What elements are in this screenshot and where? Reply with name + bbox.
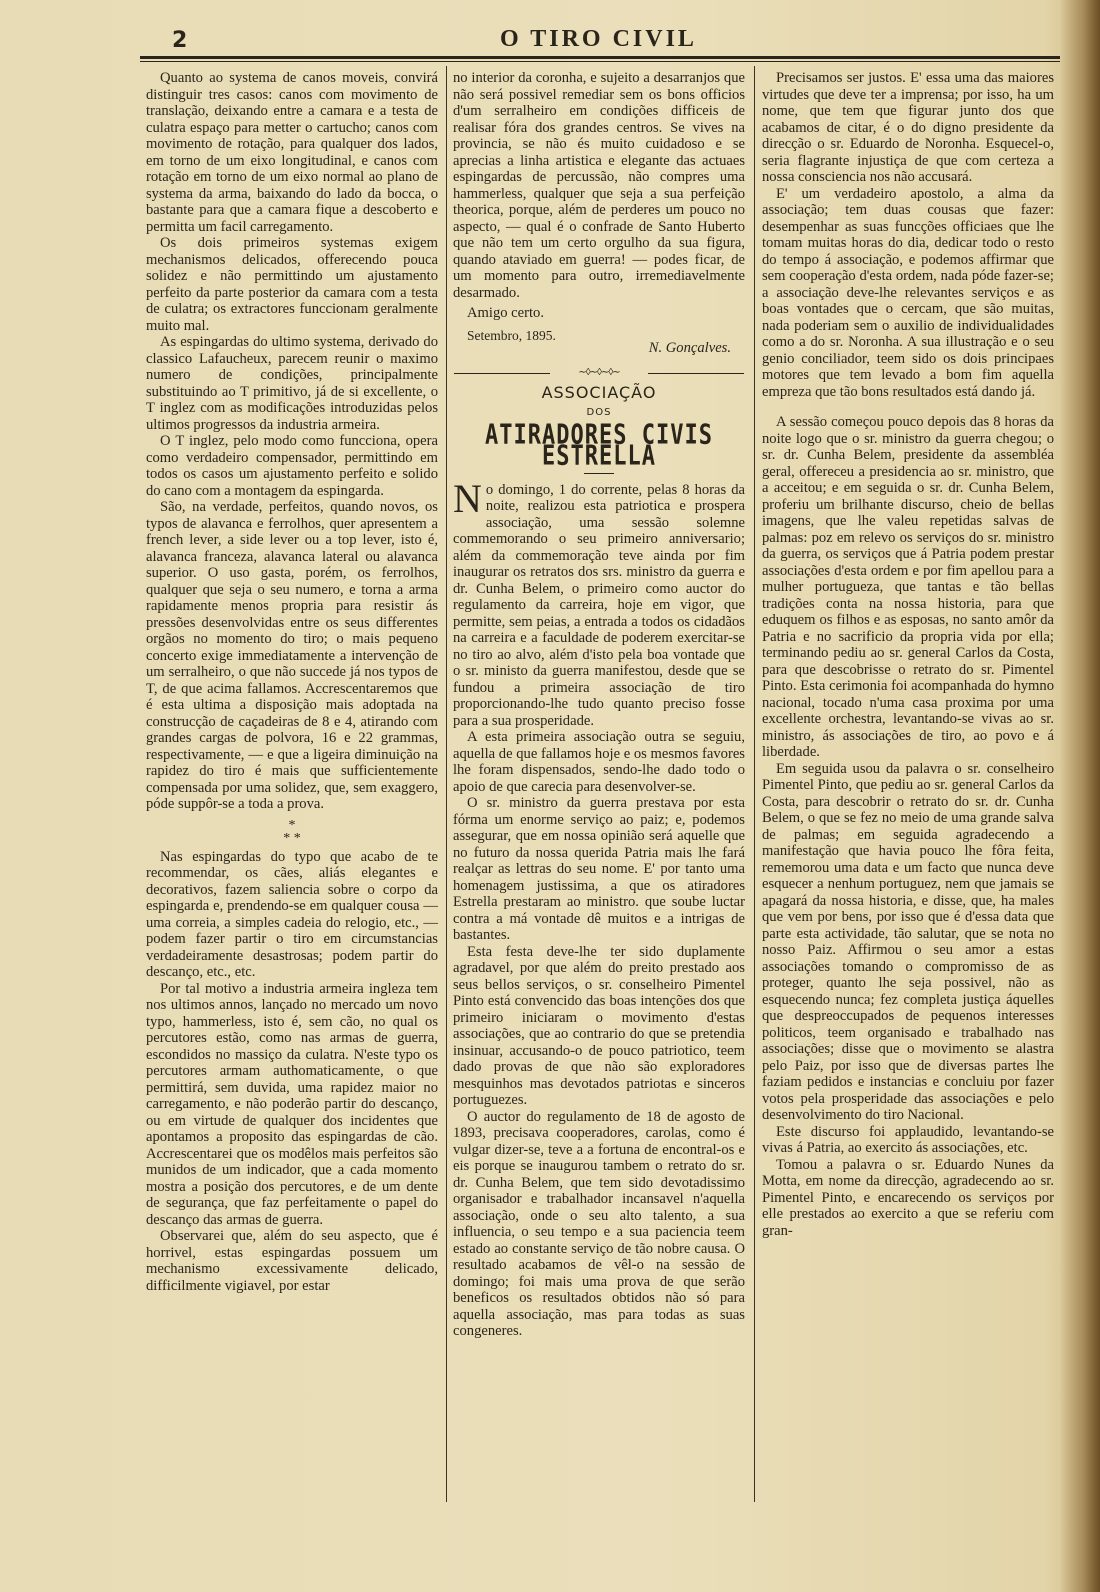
column-2 (453, 70, 745, 1340)
page-header (140, 24, 1060, 54)
paragraph: no interior da coronha, e sujeito a desarranjos que não será possivel remediar sem os bons officios d'um serralheiro em condições difficeis de realisar fóra dos grandes centros. Se vives na provincia, se não és muito cuidadoso e se aprecias a linha artistica e elegante das actuaes espingardas de percussão, não compres uma hammerless, qualquer que seja a sua perfeição theorica, porque, além de perderes um pouco no aspecto, — qual é o confrade de Santo Huberto que não tem um certo orgulho da sua figura, quando ataviado em guerra! — podes ficar, de um momento para outro, irremediavelmente desarmado. (453, 70, 745, 301)
column-3 (762, 70, 1054, 1239)
paragraph: Quanto ao systema de canos moveis, convirá distinguir tres casos: canos com movimento de translação, deixando entre a camara e a testa de culatra espaço para metter o cartucho; canos com movimento de rotação, para qualquer dos lados, em torno de um eixo longitudinal, e canos com rotação em torno de um eixo normal ao plano de systema da arma, baixando do lado da bocca, o bastante para que a camara fique a descoberto e permitta um facil carregamento. (146, 70, 438, 235)
paragraph: Observarei que, além do seu aspecto, que é horrivel, estas espingardas possuem um mechanismo excessivamente delicado, difficilmente vigiavel, por estar (146, 1228, 438, 1294)
letter-date: Setembro, 1895. (467, 327, 556, 343)
column-divider-1 (446, 66, 447, 1502)
paragraph: Esta festa deve-lhe ter sido duplamente agradavel, por que além do preito prestado aos seus bellos serviços, o sr. conselheiro Pimentel Pinto está convencido das boas intenções dos que primeiro iniciaram o movimento d'estas associações, que ao contrario do que se pretendia insinuar, accusando-o de pouco patriotico, teem dado provas de que não são exploradores mesquinhos mas devotados patriotas e sinceros portuguezes. (453, 943, 745, 1108)
article-heading-mid: DOS (586, 407, 612, 418)
paragraph: A sessão começou pouco depois das 8 horas da noite logo que o sr. ministro da guerra chegou; o sr. dr. Cunha Belem, presidente da assembléa geral, offereceu a presidencia ao sr. ministro, que a acceitou; e em seguida o sr. dr. Cunha Belem, proferiu um brilhante discurso, cheio de bellas imagens, que lhe valeu repetidas salvas de palmas: poz em relevo os serviços do sr. ministro da guerra, os serviços que á Patria podem prestar associações d'esta ordem e por fim apellou para a mulher portugueza, que tantas e tão bellas tradições conta na nossa historia, para que eduquem os filhos e as esposas, no santo amôr da Patria e no sacrificio da propria vida por ella; terminando pediu ao sr. general Carlos da Costa, para que descobrisse o retrato do sr. Pimentel Pinto. Esta cerimonia foi acompanhada do hymno nacional, tocado n'uma casa proxima por uma excellente orchestra, levantando-se vivas ao sr. ministro, ás associações de tiro, ao povo e á liberdade. (762, 414, 1054, 760)
header-rule-thick (140, 56, 1060, 59)
first-paragraph: No domingo, 1 do corrente, pelas 8 horas da noite, realizou esta patriotica e prospera associação, uma sessão solemne commemorando o seu primeiro anniversario; além da commemoração teve ainda por fim inaugurar os retratos dos srs. ministro da guerra e dr. Cunha Belem, o primeiro como auctor do regulamento da carreira, hoje em vigor, que permitte, sem peias, a entrada a todos os cidadãos na carreira e a faculdade de poderem exercitar-se no tiro ao alvo, além d'isto pela boa vontade que o sr. ministo da guerra manifestou, desde que se fundou a primeira associação de tiro proporcionando-lhe tudo quanto preciso fosse para a sua prosperidade. (453, 475, 745, 729)
section-asterism: * * * (283, 817, 301, 846)
paragraph: O sr. ministro da guerra prestava por esta fórma um enorme serviço ao paiz; e, podemos assegurar, que em nossa opinião será aquelle que no futuro da nossa querida Patria mais lhe fará realçar as lettras do seu nome. E' por tanto uma homenagem justissima, a que os atiradores Estrella prestaram ao ministro. que soube luctar contra a má vontade dê muitos e a intrigas de bastantes. (453, 795, 745, 943)
paragraph: Nas espingardas do typo que acabo de te recommendar, os cães, aliás elegantes e decorativos, fazem saliencia sobre o corpo da espingarda e, prendendo-se em qualquer cousa — uma correia, a simples cadeia do relogio, etc., — podem fazer partir o tiro em circumstancias verdadeiramente desastrosas; podem partir do descanço, etc., etc. (146, 848, 438, 980)
paragraph: Os dois primeiros systemas exigem mechanismos delicados, offerecendo pouca solidez e não permittindo um ajustamento perfeito da parte posterior da camara com a testa de culatra; os extractores funccionam geralmente muito mal. (146, 235, 438, 334)
column-divider-2 (754, 66, 755, 1502)
paragraph: Tomou a palavra o sr. Eduardo Nunes da Motta, em nome da direcção, agradecendo ao sr. Pimentel Pinto, e encarecendo os serviços por elle prestados ao exercito a que se referiu com gran- (762, 1156, 1054, 1239)
paragraph: As espingardas do ultimo systema, derivado do classico Lafaucheux, parecem reunir o maximo numero de condições, principalmente substituindo ao T primitivo, já de si excellente, o T inglez com as modificações introduzidas pelos ultimos progressos da industria armeira. (146, 334, 438, 433)
header-rule-thin (140, 61, 1060, 62)
article-heading-top: ASSOCIAÇÃO (541, 382, 657, 402)
page-number: 2 (172, 28, 188, 53)
column-1 (146, 70, 438, 1294)
article-title: ATIRADORES CIVIS ESTRELLA (485, 419, 713, 471)
ornamental-divider: ∼◊∼◊∼◊∼ (454, 367, 744, 379)
paragraph: A esta primeira associação outra se seguiu, aquella de que fallamos hoje e os mesmos favores lhe foram dispensados, sendo-lhe dado todo o apoio de que carecia para desenvolver-se. (453, 729, 745, 795)
signature: N. Gonçalves. (648, 340, 731, 356)
closing: Amigo certo. (467, 305, 545, 321)
binding-shadow (1060, 0, 1100, 1592)
paragraph: Este discurso foi applaudido, levantando-se vivas á Patria, ao exercito ás associações, etc. (762, 1123, 1054, 1156)
paragraph: Por tal motivo a industria armeira ingleza tem nos ultimos annos, lançado no mercado um novo typo, hammerless, isto é, sem cão, no qual os percutores estão, como nas armas de guerra, escondidos no massiço da culatra. N'este typo os percutores armam authomaticamente, o que permittirá, sem duvida, uma rapidez maior no carregamento, e não poderão partir do descanço, ou em virtude de qualquer dos incidentes que apontamos a proposito das espingardas de cão. Accrescentarei que os modêlos mais perfeitos são munidos de um indicador, que a cada momento mostra a posição dos percutores, e de um dente de segurança, que faz perfeitamente o papel do descanço das armas de guerra. (146, 980, 438, 1228)
title-rule (584, 473, 614, 474)
paragraph: E' um verdadeiro apostolo, a alma da associação; tem duas cousas que fazer: desempenhar as suas funcções officiaes que lhe tomam muitas horas do dia, dedicar todo o resto do tempo á associação, e podemos affirmar que sem cooperação d'esta ordem, nada póde fazer-se; a associação deve-lhe relevantes serviços e as boas vontades que o cercam, que são muitas, nada poderiam sem o auxilio de individualidades como a do sr. Noronha. A sua illustração e o seu genio conciliador, teem sido os dois principaes motores que tem levado a bom fim aquella empreza que tão bons resultados está dando já. (762, 185, 1054, 400)
drop-cap: N (453, 475, 482, 521)
running-title: O TIRO CIVIL (500, 26, 697, 52)
paragraph: O T inglez, pelo modo como funcciona, opera como verdadeiro compensador, permittindo em todos os casos um ajustamento perfeito e solido do cano com a montagem da espingarda. (146, 433, 438, 499)
paragraph: Precisamos ser justos. E' essa uma das maiores virtudes que deve ter a imprensa; por isso, ha um nome, que tem que figurar junto dos que acabamos de citar, é o do digno presidente da direcção o sr. Eduardo de Noronha. Esquecel-o, seria flagrante injustiça de que com certeza a nossa consciencia nos não accusará. (762, 70, 1054, 185)
paragraph: São, na verdade, perfeitos, quando novos, os typos de alavanca e ferrolhos, quer apresentem a french lever, a side lever ou a top lever, isto é, alavanca franceza, alavanca lateral ou alavanca superior. O uso gasta, porém, os ferrolhos, qualquer que seja o seu numero, e torna a arma rapidamente menos propria para resistir ás pressões desenvolvidas entre os seus differentes orgãos no momento do tiro; o mais pequeno concerto exige immediatamente a intervenção de um serralheiro, o que não succede já nos typos de T, de que acima fallamos. Accrescentaremos que é esta ultima a disposição mais adoptada na construcção de caçadeiras de 8 e 4, atirando com grandes cargas de polvora, 16 e 22 grammas, respectivamente, — e que a ligeira diminuição na rapidez do tiro é mais que sufficientemente compensada por uma solidez, que, sem exaggero, póde suppôr-se a toda a prova. (146, 499, 438, 812)
paragraph: Em seguida usou da palavra o sr. conselheiro Pimentel Pinto, que pediu ao sr. general Carlos da Costa, para descobrir o retrato do sr. dr. Cunha Belem, o que se fez no meio de uma grande salva de palmas; em seguida agradecendo a manifestação que havia pouco lhe fôra feita, rememorou uma data e um facto que nunca deve esquecer a nenhum portuguez, nem que jamais se apagará da nossa historia, e disse, que, ha males que vem por bens, por isso que é d'essa data que parte esta actividade, tão salutar, que se nota no nosso Paiz. Affirmou o seu amor a estas associações tomando o compromisso de as proteger, quanto lhe seja possivel, não as esquecendo nunca; fez completa justiça áquelles que despreoccupados de pequenos interesses politicos, teem organisado e trabalhado nas associações; disse que o movimento se alastra pelo Paiz, por isso que de diversas partes lhe faziam pedidos e instancias e concluiu por fazer votos pela prosperidade das associações e pelo desenvolvimento do tiro Nacional. (762, 760, 1054, 1123)
paragraph: O auctor do regulamento de 18 de agosto de 1893, precisava cooperadores, carolas, como é vulgar dizer-se, teve a a fortuna de encontral-os e eis porque se inaugurou tambem o retrato do sr. dr. Cunha Belem, que tem sido devotadissimo organisador e trabalhador incansavel n'aquella associação, onde o seu alto talento, a sua influencia, o seu tempo e a sua paciencia teem estado ao constante serviço de tão nobre causa. O resultado acabamos de vêl-o na sessão de domingo; foi mais uma prova de que serão beneficos os resultados obtidos não só para aquella associação, mas para todas as suas congeneres. (453, 1108, 745, 1339)
